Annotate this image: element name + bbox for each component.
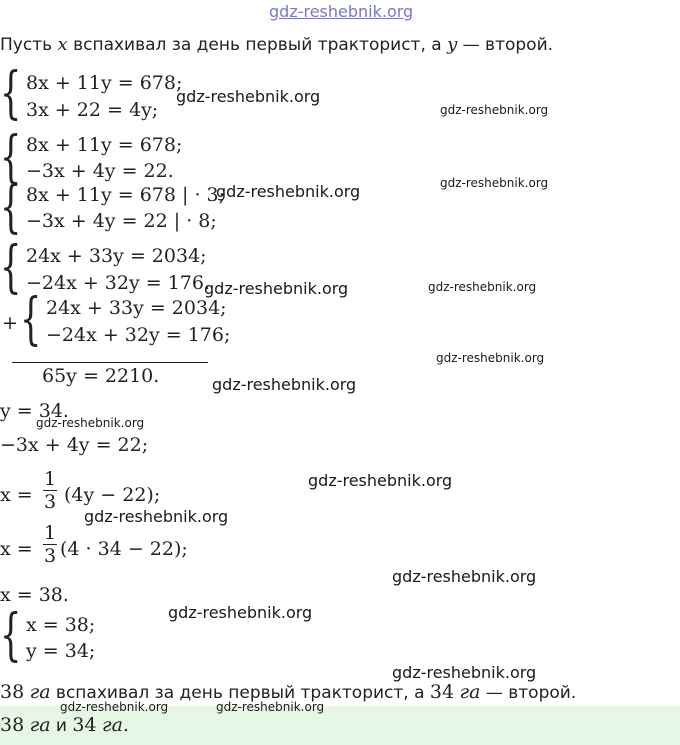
watermark-top: gdz-reshebnik.org [269,2,414,21]
frac-den: 3 [43,491,57,513]
system-brace: { [0,125,22,190]
sys1-eq1: 8x + 11y = 678; [26,72,183,94]
var-y: y [447,34,458,55]
watermark: gdz-reshebnik.org [216,700,325,714]
watermark: gdz-reshebnik.org [440,176,549,190]
plus-sign: + [2,312,18,334]
sum-divider [12,362,208,363]
answer-v1: 38 [0,681,25,703]
sys5-eq1: 24x + 33y = 2034; [46,297,227,319]
final-u2: га [101,714,123,736]
x-lhs-2: x = [0,538,33,560]
y-result: y = 34. [0,400,69,422]
system-brace: { [0,61,22,126]
sys5-eq2: −24x + 32y = 176; [46,324,231,346]
var-x: x [57,34,68,55]
sys2-eq1: 8x + 11y = 678; [26,134,183,156]
watermark: gdz-reshebnik.org [436,351,545,365]
answer-v2: 34 [429,681,455,703]
intro-prefix: Пусть [0,35,58,55]
sum-result: 65y = 2210. [42,365,160,387]
sys2-eq2: −3x + 4y = 22. [26,160,174,182]
final-dot: . [122,714,129,736]
fraction-1-3 [40,523,60,567]
watermark: gdz-reshebnik.org [392,663,537,682]
answer-u2: га [459,681,481,703]
final-y: y = 34; [26,640,96,662]
system-brace: { [0,603,22,668]
watermark: gdz-reshebnik.org [204,279,349,298]
x-result: x = 38. [0,584,69,606]
x-lhs-1: x = [0,484,33,506]
intro-text [0,34,553,55]
frac-num: 1 [43,468,57,490]
answer-u1: га [29,681,51,703]
sys3-eq1: 8x + 11y = 678 | · 3; [26,184,226,206]
x-rhs-2: (4 · 34 − 22); [60,538,188,560]
final-answer [0,714,129,736]
watermark: gdz-reshebnik.org [440,103,549,117]
system-brace: { [0,235,22,300]
intro-middle: вспахивал за день первый тракторист, а [67,35,448,55]
watermark: gdz-reshebnik.org [428,280,537,294]
watermark: gdz-reshebnik.org [84,507,229,526]
watermark: gdz-reshebnik.org [176,87,321,106]
final-and: и [50,716,73,736]
watermark: gdz-reshebnik.org [36,416,145,430]
sys3-eq2: −3x + 4y = 22 | · 8; [26,210,217,232]
frac-num: 1 [43,522,57,544]
watermark: gdz-reshebnik.org [308,471,453,490]
system-brace: { [20,287,42,352]
watermark: gdz-reshebnik.org [168,603,313,622]
sys4-eq2: −24x + 32y = 176. [26,272,211,294]
watermark: gdz-reshebnik.org [216,182,361,201]
eq-back: −3x + 4y = 22; [0,434,149,456]
final-u1: га [29,714,51,736]
system-brace: { [0,175,22,240]
final-x: x = 38; [26,614,96,636]
sys1-eq2: 3x + 22 = 4y; [26,99,159,121]
intro-suffix: — второй. [457,35,554,55]
final-v1: 38 [0,714,25,736]
watermark: gdz-reshebnik.org [212,375,357,394]
sys4-eq1: 24x + 33y = 2034; [26,245,207,267]
answer-mid: вспахивал за день первый тракторист, а [50,683,430,703]
watermark: gdz-reshebnik.org [392,567,537,586]
watermark: gdz-reshebnik.org [60,700,169,714]
x-rhs-1: (4y − 22); [64,484,161,506]
frac-den: 3 [43,545,57,567]
fraction-1-3 [40,469,60,513]
answer-end: — второй. [480,683,577,703]
final-v2: 34 [72,714,97,736]
